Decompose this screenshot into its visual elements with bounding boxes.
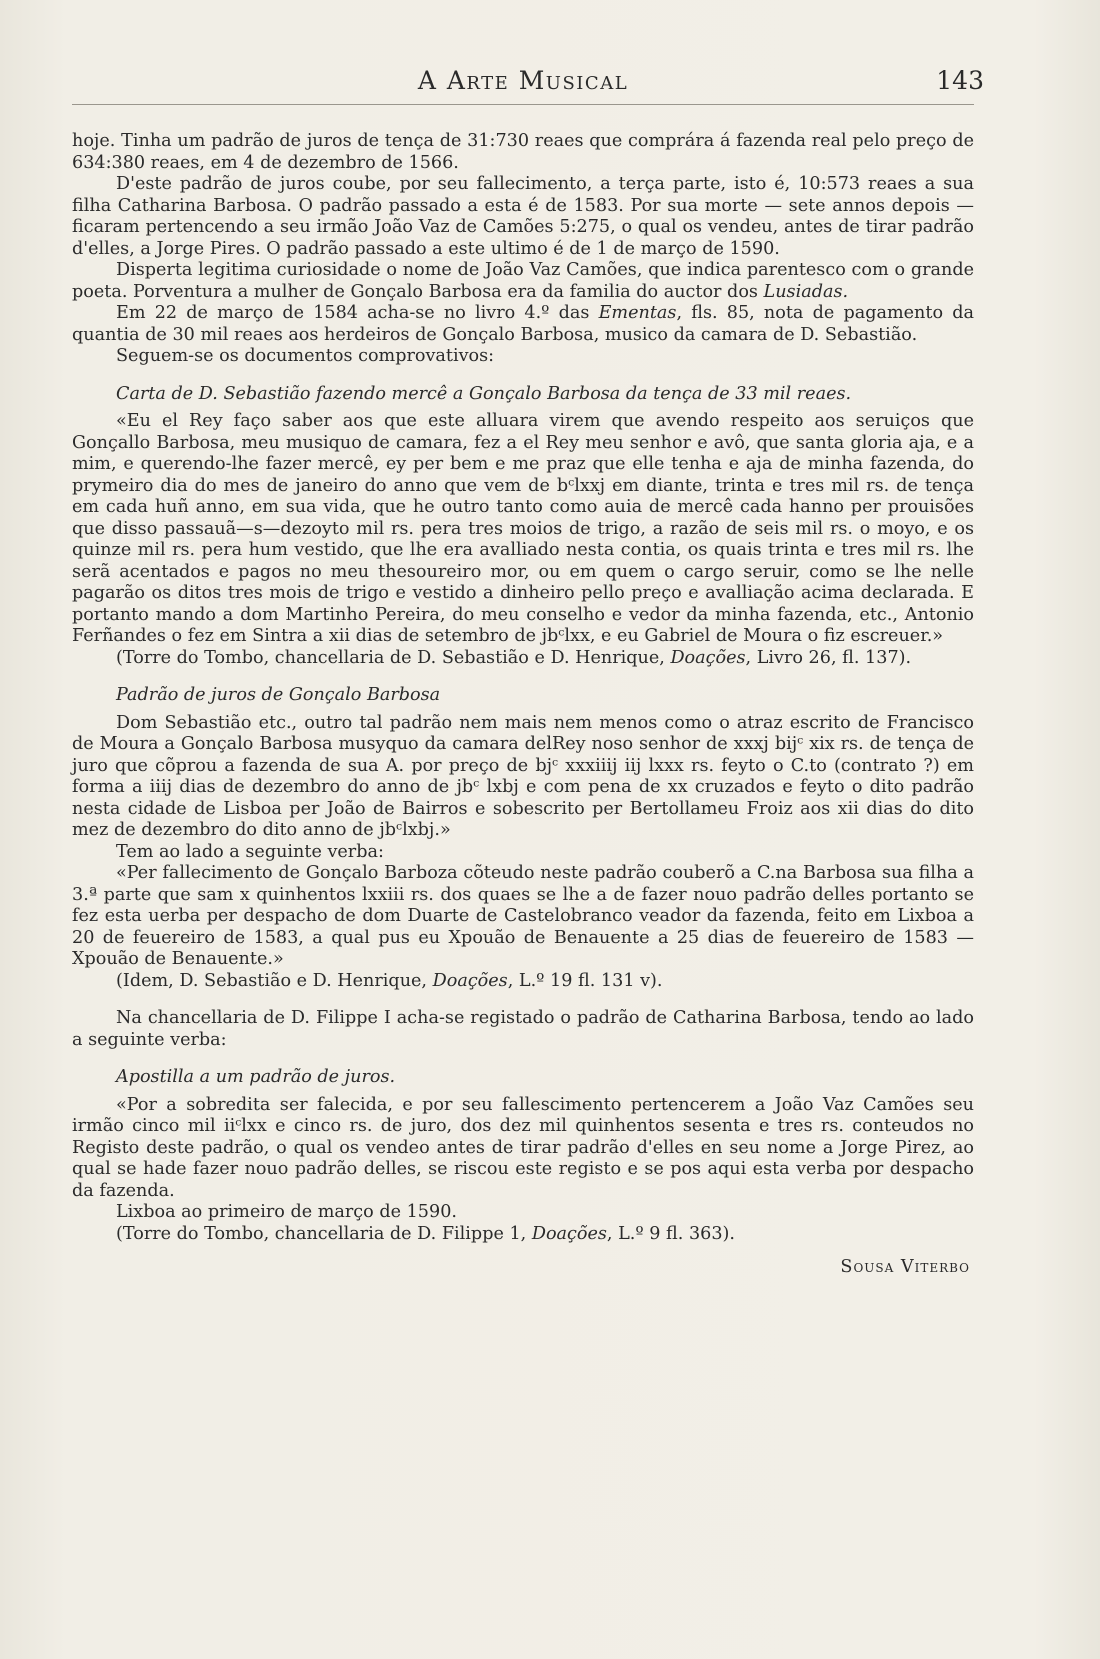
paragraph: Seguem-se os documentos comprovativos: [116,346,495,366]
book-title: Ementas [598,303,677,323]
running-title: A Arte Musical [417,66,629,95]
citation-text: , Livro 26, fl. 137). [745,647,912,668]
article-body [72,131,974,1279]
paragraph-text: Em 22 de março de 1584 acha-se no livro 4.º das [116,303,599,323]
paragraph: D'este padrão de juros coube, por seu fallecimento, a terça parte, isto é, 10:573 reaes a sua filha Catharina Barbosa. O padrão passado a esta é de 1583. Por sua morte — sete annos depois — ficaram pertencendo a seu irmão João Vaz de Camões 5:275, o qual os vendeu, antes de tirar padrão d'elles, a Jorge Pires. O padrão passado a este ultimo é de 1 de março de 1590. [72,174,974,259]
quoted-document: «Per fallecimento de Gonçalo Barboza cõteudo neste padrão couberõ a C.na Barbosa sua filha a 3.ª parte que sam x quinhentos lxxiii rs. dos quaes se lhe a de fazer nouo padrão delles portanto se fez esta uerba per despacho de dom Duarte de Castelobranco veador da fazenda, feito em Lixboa a 20 de feuereiro de 1583, a qual pus eu Xpouão de Benauente a 25 dias de feuereiro de 1583 — Xpouão de Benauente.» [72,863,974,969]
document-heading: Padrão de juros de Gonçalo Barbosa [116,685,441,705]
document-date: Lixboa ao primeiro de março de 1590. [116,1202,457,1222]
paragraph [72,303,974,346]
citation-text: , L.º 9 fl. 363). [606,1223,735,1244]
book-title: Lusiadas. [763,281,849,302]
running-header [72,64,984,105]
source-citation [72,648,974,670]
source-citation [72,971,974,993]
author-signature: Sousa Viterbo [840,1257,970,1277]
document-heading: Apostilla a um padrão de juros. [116,1067,396,1087]
citation-title: Doações [432,970,508,991]
paragraph: hoje. Tinha um padrão de juros de tença de 31:730 reaes que comprára á fazenda real pelo preço de 634:380 reaes, em 4 de dezembro de 1566. [72,131,974,173]
paragraph: Tem ao lado a seguinte verba: [116,841,384,862]
paragraph [72,260,974,303]
quoted-document: Dom Sebastião etc., outro tal padrão nem mais nem menos como o atraz escrito de Francisco de Moura a Gonçalo Barbosa musyquo da camara delRey noso senhor de xxxj bijᶜ xix rs. de tença de juro que cõprou a fazenda de sua A. por preço de bjᶜ xxxiiij iij lxxx rs. feyto o C.to (contrato ?) em forma a iiij dias de dezembro do anno de jbᶜ lxbj e com pena de xx cruzados e feyto o dito padrão nesta cidade de Lisboa per João de Bairros e sobescrito per Bertollameu Froiz aos xii dias do dito mez de dezembro do dito anno de jbᶜlxbj.» [72,712,974,840]
source-citation [72,1224,974,1246]
citation-text: (Idem, D. Sebastião e D. Henrique, [116,970,433,991]
citation-title: Doações [670,647,746,668]
paragraph-text: , fls. 85, nota de pagamento da quantia de 30 mil reaes aos herdeiros de Gonçalo Barbosa, musico da camara de D. Sebastião. [72,303,974,345]
citation-text: (Torre do Tombo, chancellaria de D. Sebastião e D. Henrique, [116,647,671,668]
citation-text: (Torre do Tombo, chancellaria de D. Filippe 1, [116,1223,532,1244]
paragraph: Na chancellaria de D. Filippe I acha-se registado o padrão de Catharina Barbosa, tendo ao lado a seguinte verba: [72,1008,974,1050]
citation-title: Doações [531,1223,607,1244]
paragraph-text: Disperta legitima curiosidade o nome de João Vaz Camões, que indica parentesco com o grande poeta. Porventura a mulher de Gonçalo Barbosa era da familia do auctor dos [72,260,974,302]
citation-text: , L.º 19 fl. 131 v). [507,970,663,991]
document-heading: Carta de D. Sebastião fazendo mercê a Gonçalo Barbosa da tença de 33 mil reaes. [116,383,852,404]
quoted-document: «Por a sobredita ser falecida, e por seu fallescimento pertencerem a João Vaz Camões seu irmão cinco mil iiᶜlxx e cinco rs. de juro, dos dez mil quinhentos sesenta e tres rs. conteudos no Registo deste padrão, o qual os vendeo antes de tirar padrão d'elles en seu nome a Jorge Pirez, ao qual se hade fazer nouo padrão delles, se riscou este registo e se pos aqui esta verba por despacho da fazenda. [72,1094,974,1201]
page-number: 143 [936,66,984,95]
quoted-document: «Eu el Rey faço saber aos que este alluara virem que avendo respeito aos seruiços que Gonçallo Barbosa, meu musiquo de camara, fez a el Rey meu senhor e avô, que santa gloria aja, e a mim, e querendo-lhe fazer mercê, ey per bem e me praz que elle tenha e aja de minha fazenda, do prymeiro dia do mes de janeiro do anno que vem de bᶜlxxj em diante, trinta e tres mil rs. de tença em cada huñ anno, em sua vida, que he outro tanto como auia de mercê cada hanno per prouisões que disso passauã—s—dezoyto mil rs. pera tres moios de trigo, a razão de seis mil rs. o moyo, e os quinze mil rs. pera hum vestido, que lhe era avalliado nesta contia, os quais trinta e tres mil rs. lhe serã acentados e pagos no meu thesoureiro mor, ou em quem o cargo seruir, como se lhe nelle pagarão os ditos tres mois de trigo e vestido a dinheiro pello preço e avalliação acima declarada. E portanto mando a dom Martinho Pereira, do meu conselho e vedor da minha fazenda, etc., Antonio Ferñandes o fez em Sintra a xii dias de setembro de jbᶜlxx, e eu Gabriel de Moura o fiz escreuer.» [72,411,974,646]
